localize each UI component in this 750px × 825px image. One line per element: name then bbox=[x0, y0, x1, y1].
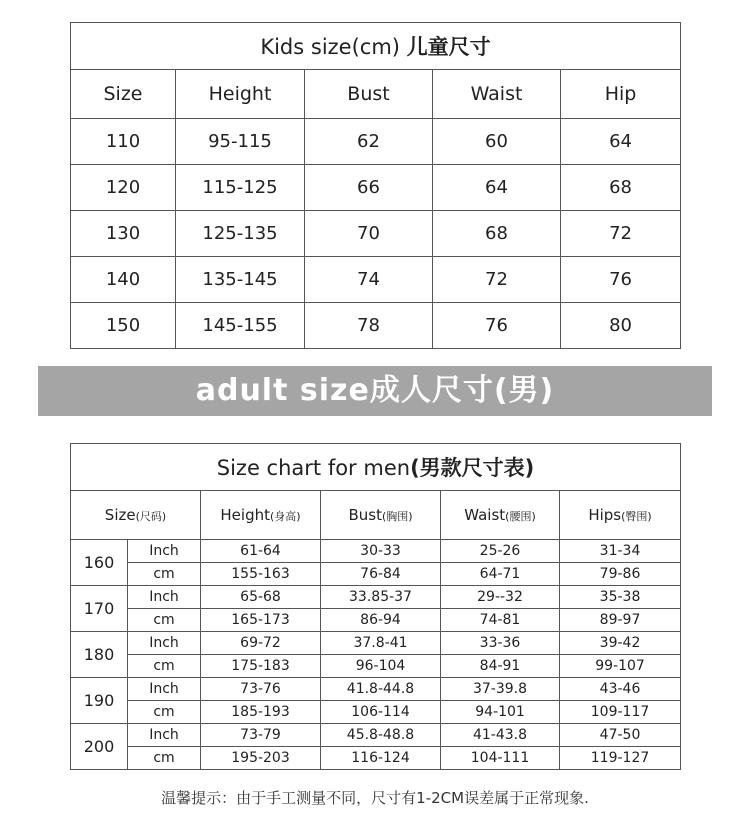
kids-header-size: Size bbox=[71, 70, 176, 119]
kids-title-cn: 儿童尺寸 bbox=[406, 35, 491, 59]
men-cell: 116-124 bbox=[321, 747, 441, 770]
men-size-cell: 200 bbox=[71, 724, 128, 770]
kids-cell: 62 bbox=[305, 119, 433, 165]
kids-cell: 78 bbox=[305, 303, 433, 349]
kids-cell: 145-155 bbox=[176, 303, 305, 349]
kids-table-title bbox=[71, 23, 681, 70]
kids-cell: 95-115 bbox=[176, 119, 305, 165]
kids-cell: 64 bbox=[433, 165, 561, 211]
unit-label: Inch bbox=[128, 586, 201, 609]
header-en: Hips bbox=[588, 506, 622, 524]
men-cell: 33-36 bbox=[441, 632, 560, 655]
men-cell: 79-86 bbox=[560, 563, 681, 586]
table-row bbox=[71, 586, 681, 609]
men-cell: 99-107 bbox=[560, 655, 681, 678]
men-header-height bbox=[201, 491, 321, 540]
men-cell: 64-71 bbox=[441, 563, 560, 586]
measurement-note: 温馨提示：由于手工测量不同，尺寸有1-2CM误差属于正常现象. bbox=[161, 789, 589, 807]
men-cell: 37-39.8 bbox=[441, 678, 560, 701]
kids-cell: 66 bbox=[305, 165, 433, 211]
men-header-waist bbox=[441, 491, 560, 540]
men-cell: 74-81 bbox=[441, 609, 560, 632]
kids-cell: 72 bbox=[561, 211, 681, 257]
unit-label: cm bbox=[128, 609, 201, 632]
table-row bbox=[71, 165, 681, 211]
table-row bbox=[71, 724, 681, 747]
kids-cell: 120 bbox=[71, 165, 176, 211]
table-row bbox=[71, 747, 681, 770]
men-cell: 29--32 bbox=[441, 586, 560, 609]
men-cell: 175-183 bbox=[201, 655, 321, 678]
header-cn: (尺码) bbox=[135, 510, 167, 523]
men-cell: 25-26 bbox=[441, 540, 560, 563]
unit-label: Inch bbox=[128, 540, 201, 563]
men-cell: 96-104 bbox=[321, 655, 441, 678]
kids-cell: 70 bbox=[305, 211, 433, 257]
unit-label: Inch bbox=[128, 632, 201, 655]
kids-size-table bbox=[70, 22, 681, 349]
men-cell: 109-117 bbox=[560, 701, 681, 724]
men-cell: 165-173 bbox=[201, 609, 321, 632]
men-cell: 30-33 bbox=[321, 540, 441, 563]
men-cell: 73-79 bbox=[201, 724, 321, 747]
kids-cell: 125-135 bbox=[176, 211, 305, 257]
header-cn: (胸围) bbox=[381, 510, 413, 523]
table-row bbox=[71, 119, 681, 165]
men-cell: 31-34 bbox=[560, 540, 681, 563]
kids-title-en: Kids size(cm) bbox=[260, 35, 400, 59]
kids-header-row bbox=[71, 70, 681, 119]
men-cell: 104-111 bbox=[441, 747, 560, 770]
header-cn: (身高) bbox=[270, 510, 301, 523]
men-cell: 94-101 bbox=[441, 701, 560, 724]
kids-cell: 135-145 bbox=[176, 257, 305, 303]
men-cell: 41.8-44.8 bbox=[321, 678, 441, 701]
men-size-table bbox=[70, 443, 681, 770]
men-cell: 195-203 bbox=[201, 747, 321, 770]
kids-cell: 130 bbox=[71, 211, 176, 257]
kids-cell: 60 bbox=[433, 119, 561, 165]
adult-size-banner: adult size成人尺寸(男) bbox=[38, 366, 712, 416]
header-cn: (臀围) bbox=[621, 510, 652, 523]
men-cell: 106-114 bbox=[321, 701, 441, 724]
men-cell: 43-46 bbox=[560, 678, 681, 701]
men-size-cell: 170 bbox=[71, 586, 128, 632]
men-title-en: Size chart for men bbox=[216, 456, 411, 480]
men-cell: 69-72 bbox=[201, 632, 321, 655]
men-cell: 119-127 bbox=[560, 747, 681, 770]
men-cell: 37.8-41 bbox=[321, 632, 441, 655]
men-cell: 73-76 bbox=[201, 678, 321, 701]
table-row bbox=[71, 701, 681, 724]
men-cell: 86-94 bbox=[321, 609, 441, 632]
kids-cell: 72 bbox=[433, 257, 561, 303]
men-cell: 61-64 bbox=[201, 540, 321, 563]
unit-label: cm bbox=[128, 747, 201, 770]
unit-label: Inch bbox=[128, 678, 201, 701]
men-size-cell: 190 bbox=[71, 678, 128, 724]
kids-cell: 140 bbox=[71, 257, 176, 303]
kids-header-height: Height bbox=[176, 70, 305, 119]
table-row bbox=[71, 632, 681, 655]
kids-cell: 76 bbox=[433, 303, 561, 349]
unit-label: cm bbox=[128, 701, 201, 724]
men-cell: 41-43.8 bbox=[441, 724, 560, 747]
men-cell: 39-42 bbox=[560, 632, 681, 655]
header-en: Bust bbox=[348, 506, 382, 524]
men-cell: 89-97 bbox=[560, 609, 681, 632]
kids-cell: 64 bbox=[561, 119, 681, 165]
men-cell: 47-50 bbox=[560, 724, 681, 747]
men-table-title bbox=[71, 444, 681, 491]
kids-cell: 150 bbox=[71, 303, 176, 349]
men-cell: 45.8-48.8 bbox=[321, 724, 441, 747]
kids-cell: 115-125 bbox=[176, 165, 305, 211]
men-size-cell: 160 bbox=[71, 540, 128, 586]
table-row bbox=[71, 257, 681, 303]
header-en: Waist bbox=[464, 506, 506, 524]
kids-cell: 74 bbox=[305, 257, 433, 303]
men-header-bust bbox=[321, 491, 441, 540]
kids-cell: 68 bbox=[433, 211, 561, 257]
men-cell: 185-193 bbox=[201, 701, 321, 724]
table-row bbox=[71, 303, 681, 349]
table-row bbox=[71, 655, 681, 678]
kids-header-waist: Waist bbox=[433, 70, 561, 119]
kids-header-hip: Hip bbox=[561, 70, 681, 119]
unit-label: Inch bbox=[128, 724, 201, 747]
table-row bbox=[71, 563, 681, 586]
men-cell: 65-68 bbox=[201, 586, 321, 609]
header-en: Height bbox=[220, 506, 270, 524]
kids-cell: 76 bbox=[561, 257, 681, 303]
table-row bbox=[71, 678, 681, 701]
men-cell: 76-84 bbox=[321, 563, 441, 586]
men-size-cell: 180 bbox=[71, 632, 128, 678]
men-cell: 84-91 bbox=[441, 655, 560, 678]
men-header-hips bbox=[560, 491, 681, 540]
unit-label: cm bbox=[128, 563, 201, 586]
kids-cell: 80 bbox=[561, 303, 681, 349]
men-cell: 33.85-37 bbox=[321, 586, 441, 609]
men-cell: 35-38 bbox=[560, 586, 681, 609]
table-row bbox=[71, 540, 681, 563]
men-header-size bbox=[71, 491, 201, 540]
kids-cell: 68 bbox=[561, 165, 681, 211]
men-title-cn: (男款尺寸表) bbox=[410, 456, 535, 480]
header-en: Size bbox=[104, 506, 136, 524]
men-cell: 155-163 bbox=[201, 563, 321, 586]
men-header-row bbox=[71, 491, 681, 540]
unit-label: cm bbox=[128, 655, 201, 678]
table-row bbox=[71, 211, 681, 257]
kids-header-bust: Bust bbox=[305, 70, 433, 119]
header-cn: (腰围) bbox=[505, 510, 536, 523]
kids-cell: 110 bbox=[71, 119, 176, 165]
table-row bbox=[71, 609, 681, 632]
